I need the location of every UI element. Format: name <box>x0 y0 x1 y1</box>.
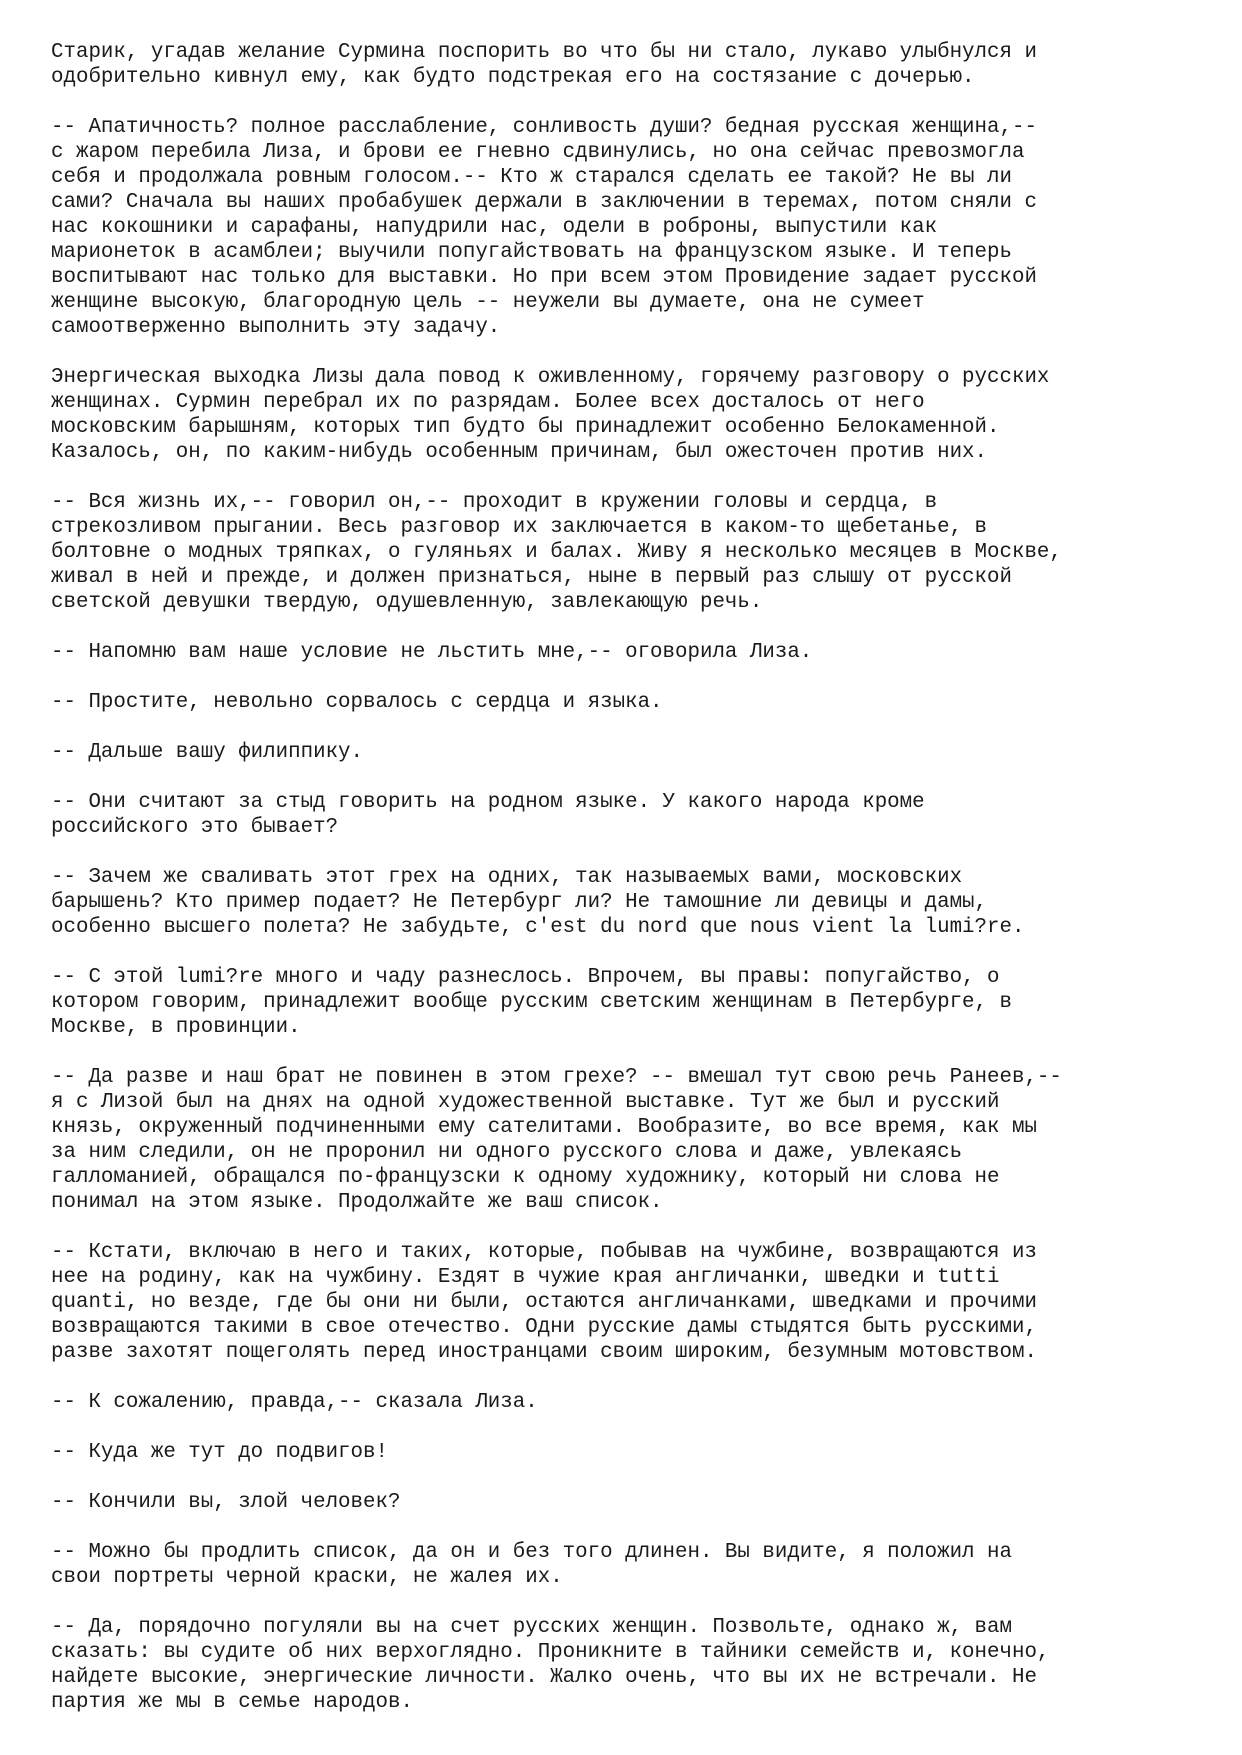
text-line: -- Простите, невольно сорвалось с сердца и языка. <box>51 691 663 714</box>
text-line: российского это бывает? <box>51 816 339 839</box>
text-line: барышень? Кто пример подает? Не Петербург ли? Не тамошние ли девицы и дамы, <box>51 891 988 914</box>
text-line: Москве, в провинции. <box>51 1016 301 1039</box>
text-line: стрекозливом прыгании. Весь разговор их заключается в каком-то щебетанье, в <box>51 516 988 539</box>
text-line: светской девушки твердую, одушевленную, завлекающую речь. <box>51 591 763 614</box>
text-paragraph <box>51 1615 1211 1715</box>
text-paragraph <box>51 1490 1211 1515</box>
text-paragraph <box>51 40 1211 90</box>
text-line: нее на родину, как на чужбину. Ездят в чужие края англичанки, шведки и tutti <box>51 1266 1000 1289</box>
text-line: галломанией, обращался по-французски к одному художнику, который ни слова не <box>51 1166 1000 1189</box>
text-line: женщинах. Сурмин перебрал их по разрядам. Более всех досталось от него <box>51 391 925 414</box>
text-paragraph <box>51 1065 1211 1215</box>
text-line: свои портреты черной краски, не жалея их. <box>51 1566 563 1589</box>
text-line: quanti, но везде, где бы они ни были, остаются англичанками, шведками и прочими <box>51 1291 1037 1314</box>
text-line: котором говорим, принадлежит вообще русским светским женщинам в Петербурге, в <box>51 991 1012 1014</box>
text-line: воспитывают нас только для выставки. Но при всем этом Провидение задает русской <box>51 266 1037 289</box>
text-line: одобрительно кивнул ему, как будто подстрекая его на состязание с дочерью. <box>51 66 975 89</box>
text-line: сами? Сначала вы наших пробабушек держали в заключении в теремах, потом сняли с <box>51 191 1037 214</box>
text-paragraph <box>51 865 1211 940</box>
text-line: нас кокошники и сарафаны, напудрили нас, одели в роброны, выпустили как <box>51 216 938 239</box>
text-line: -- Можно бы продлить список, да он и без того длинен. Вы видите, я положил на <box>51 1541 1012 1564</box>
text-paragraph <box>51 115 1211 340</box>
text-paragraph <box>51 365 1211 465</box>
text-paragraph <box>51 640 1211 665</box>
text-line: московским барышням, которых тип будто бы принадлежит особенно Белокаменной. <box>51 416 1000 439</box>
text-line: особенно высшего полета? Не забудьте, c'est du nord que nous vient la lumi?re. <box>51 916 1025 939</box>
text-line: с жаром перебила Лиза, и брови ее гневно сдвинулись, но она сейчас превозмогла <box>51 141 1025 164</box>
text-paragraph <box>51 490 1211 615</box>
text-line: найдете высокие, энергические личности. Жалко очень, что вы их не встречали. Не <box>51 1666 1037 1689</box>
text-paragraph <box>51 1240 1211 1365</box>
text-paragraph <box>51 1440 1211 1465</box>
text-line: Старик, угадав желание Сурмина поспорить во что бы ни стало, лукаво улыбнулся и <box>51 41 1037 64</box>
text-paragraph <box>51 740 1211 765</box>
text-line: возвращаются такими в свое отечество. Одни русские дамы стыдятся быть русскими, <box>51 1316 1037 1339</box>
text-line: -- Кстати, включаю в него и таких, которые, побывав на чужбине, возвращаются из <box>51 1241 1037 1264</box>
text-line: я с Лизой был на днях на одной художественной выставке. Тут же был и русский <box>51 1091 1000 1114</box>
text-line: -- Кончили вы, злой человек? <box>51 1491 401 1514</box>
text-line: -- Они считают за стыд говорить на родном языке. У какого народа кроме <box>51 791 925 814</box>
text-line: Казалось, он, по каким-нибудь особенным причинам, был ожесточен против них. <box>51 441 988 464</box>
text-paragraph <box>51 1540 1211 1590</box>
text-line: -- Напомню вам наше условие не льстить мне,-- оговорила Лиза. <box>51 641 813 664</box>
text-line: -- С этой lumi?re много и чаду разнеслось. Впрочем, вы правы: попугайство, о <box>51 966 1000 989</box>
text-line: понимал на этом языке. Продолжайте же ваш список. <box>51 1191 663 1214</box>
text-line: -- Куда же тут до подвигов! <box>51 1441 388 1464</box>
text-line: партия же мы в семье народов. <box>51 1691 413 1714</box>
text-line: -- Вся жизнь их,-- говорил он,-- проходит в кружении головы и сердца, в <box>51 491 938 514</box>
text-line: Энергическая выходка Лизы дала повод к оживленному, горячему разговору о русских <box>51 366 1050 389</box>
text-line: за ним следили, он не проронил ни одного русского слова и даже, увлекаясь <box>51 1141 963 1164</box>
text-line: сказать: вы судите об них верхоглядно. Проникните в тайники семейств и, конечно, <box>51 1641 1050 1664</box>
text-line: -- Да, порядочно погуляли вы на счет русских женщин. Позвольте, однако ж, вам <box>51 1616 1012 1639</box>
text-line: себя и продолжала ровным голосом.-- Кто ж старался сделать ее такой? Не вы ли <box>51 166 1012 189</box>
text-paragraph <box>51 965 1211 1040</box>
text-paragraph <box>51 1390 1211 1415</box>
text-line: -- Дальше вашу филиппику. <box>51 741 364 764</box>
text-line: живал в ней и прежде, и должен признаться, ныне в первый раз слышу от русской <box>51 566 1012 589</box>
text-line: болтовне о модных тряпках, о гуляньях и балах. Живу я несколько месяцев в Москве, <box>51 541 1062 564</box>
text-line: -- Да разве и наш брат не повинен в этом грехе? -- вмешал тут свою речь Ранеев,-- <box>51 1066 1062 1089</box>
document-page <box>51 40 1211 1740</box>
text-line: -- Апатичность? полное расслабление, сонливость души? бедная русская женщина,-- <box>51 116 1037 139</box>
text-line: марионеток в асамблеи; выучили попугайствовать на французском языке. И теперь <box>51 241 1012 264</box>
text-paragraph <box>51 790 1211 840</box>
text-line: женщине высокую, благородную цель -- неужели вы думаете, она не сумеет <box>51 291 925 314</box>
text-line: князь, окруженный подчиненными ему сателитами. Вообразите, во все время, как мы <box>51 1116 1037 1139</box>
text-line: разве захотят пощеголять перед иностранцами своим широким, безумным мотовством. <box>51 1341 1037 1364</box>
text-line: -- К сожалению, правда,-- сказала Лиза. <box>51 1391 538 1414</box>
text-line: самоотверженно выполнить эту задачу. <box>51 316 501 339</box>
text-paragraph <box>51 690 1211 715</box>
text-line: -- Зачем же сваливать этот грех на одних, так называемых вами, московских <box>51 866 963 889</box>
